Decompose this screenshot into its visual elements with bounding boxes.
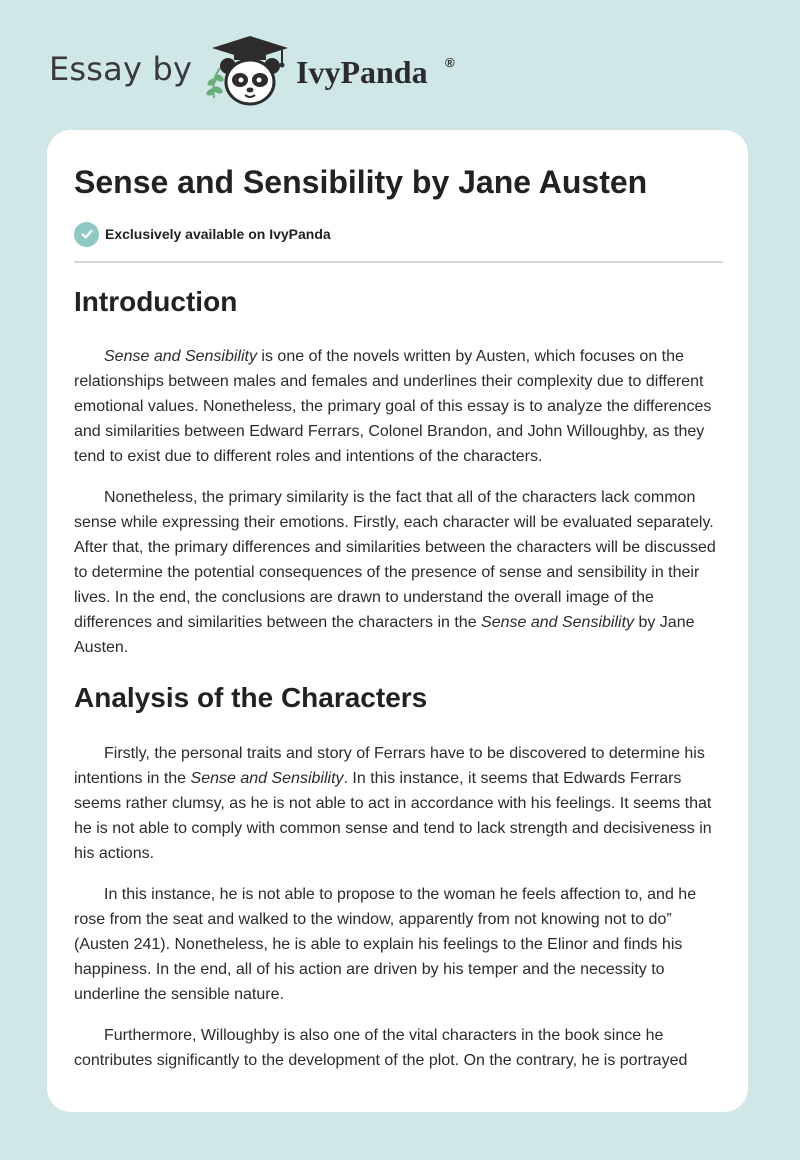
brand-name[interactable]: IvyPanda [296,54,428,90]
site-header [0,0,800,130]
essay-content [74,280,724,1089]
essay-card [47,130,748,1112]
page-title: Sense and Sensibility by Jane Austen [74,164,648,200]
paragraph: Sense and Sensibility is one of the novels written by Austen, which focuses on the relationships between males and females and underlines their complexity due to different emotional values. Nonetheless, the primary goal of this essay is to analyze the differences and similarities between Edward Ferrars, Colonel Brandon, and John Willoughby, as they tend to exist due to different roles and intentions of the characters. [74,348,712,465]
paragraph: In this instance, he is not able to propose to the woman he feels affection to, and he rose from the seat and walked to the window, apparently from not knowing not to do” (Austen 241). Nonetheless, he is able to explain his feelings to the Elinor and finds his happiness. In the end, all of his action are driven by his temper and the necessity to underline the sensible nature. [74,886,697,1003]
section-heading-analysis: Analysis of the Characters [74,682,428,713]
paragraph: Firstly, the personal traits and story of Ferrars have to be discovered to determine his intentions in the Sense and Sensibility. In this instance, it seems that Edwards Ferrars seems rather clumsy, as he is not able to act in accordance with his feelings. It seems that he is not able to comply with common sense and tend to lack strength and decisiveness in his actions. [74,745,712,862]
italic-title: Sense and Sensibility [104,348,257,365]
paragraph: Nonetheless, the primary similarity is the fact that all of the characters lack common sense while expressing their emotions. Firstly, each character will be evaluated separately. After that, the primary differences and similarities between the characters will be discussed to determine the potential consequences of the presence of sense and sensibility in their lives. In the end, the conclusions are drawn to understand the overall image of the differences and similarities between the characters in the Sense and Sensibility by Jane Austen. [74,489,716,656]
panda-graduate-icon[interactable] [200,34,292,110]
check-icon [80,227,94,241]
paragraph: Furthermore, Willoughby is also one of the vital characters in the book since he contributes significantly to the development of the plot. On the contrary, he is portrayed [74,1027,688,1069]
registered-mark: ® [445,55,455,70]
title-divider [74,261,723,263]
section-heading-introduction: Introduction [74,286,238,317]
check-circle-icon [74,222,99,247]
italic-title: Sense and Sensibility [190,770,344,787]
italic-title: Sense and Sensibility [481,614,635,631]
availability-badge [74,221,331,247]
badge-text: Exclusively available on IvyPanda [105,226,331,242]
brand-prefix: Essay by [49,50,193,88]
